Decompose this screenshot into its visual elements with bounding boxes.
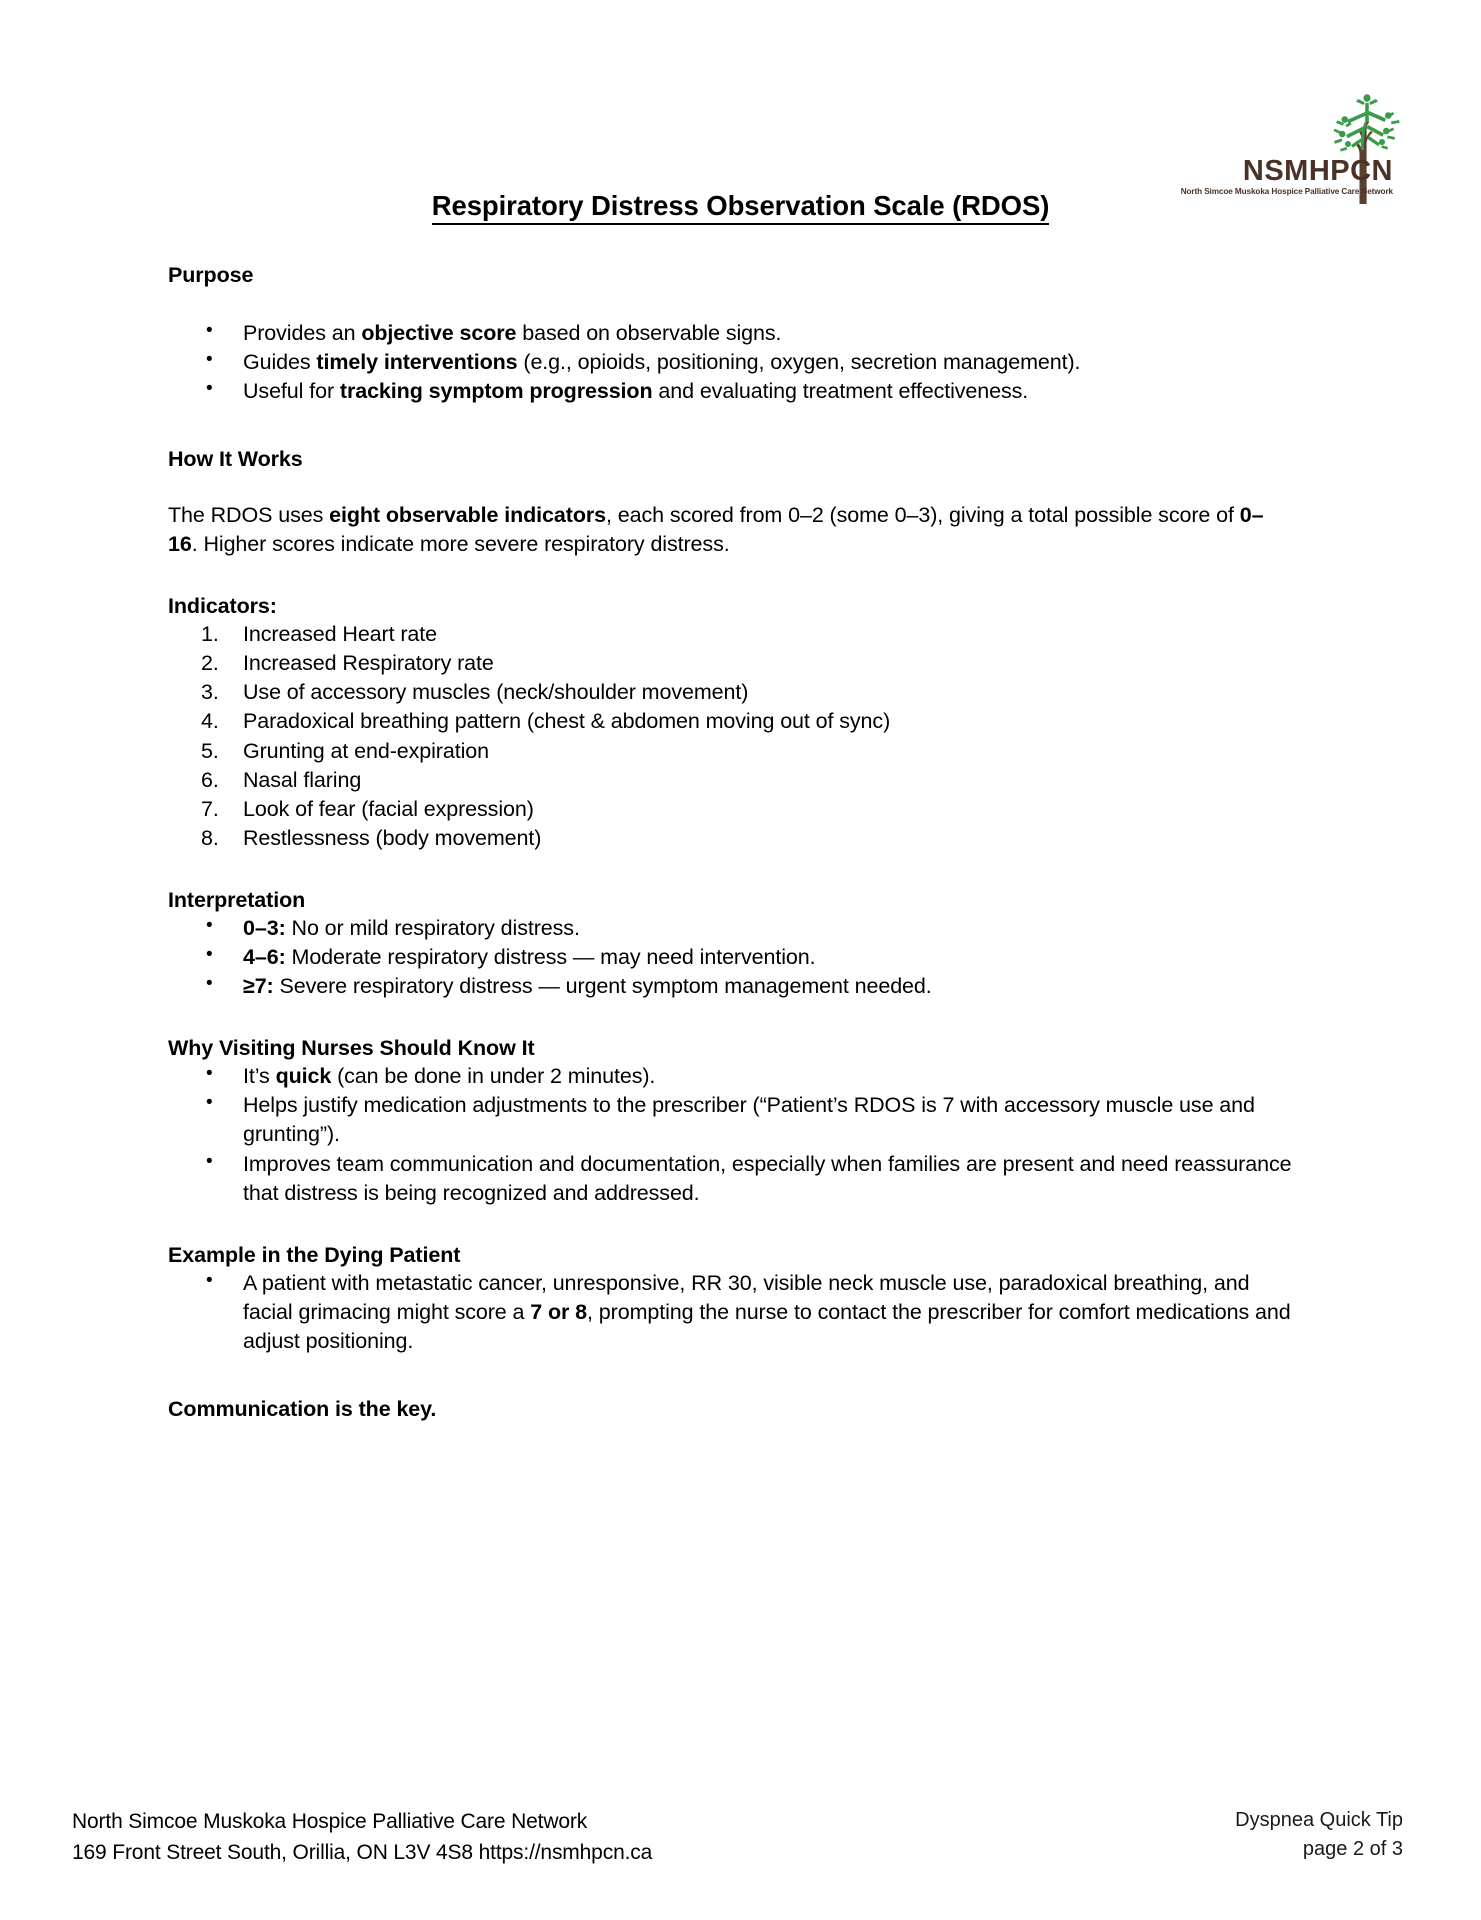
purpose-list [168,319,1293,406]
bullet-text: Provides an [243,320,362,345]
list-item-label: Nasal flaring [243,767,362,792]
page-title-text: Respiratory Distress Observation Scale (RDOS) [432,190,1050,225]
list-number: 5. [201,738,219,763]
list-item [168,1091,1293,1149]
list-item [168,678,1293,707]
list-item [168,972,1293,1001]
bullet-text: Useful for [243,379,340,404]
list-number: 2. [201,651,219,676]
footer-document-info [1235,1806,1403,1864]
list-number: 3. [201,680,219,705]
list-item [168,766,1293,795]
footer-doc-label: Dyspnea Quick Tip [1235,1809,1403,1831]
paragraph-text: The RDOS uses [168,503,330,528]
bullet-text: Helps justify medication adjustments to the prescriber (“Patient’s RDOS is 7 with accessory muscle use and grunting”). [243,1093,1255,1147]
how-it-works-paragraph [168,501,1293,559]
list-item [168,1062,1293,1091]
list-item [168,737,1293,766]
paragraph-emphasis-2: 0–16 [168,503,1264,557]
list-item [168,1150,1293,1208]
bullet-text: It’s [243,1064,276,1089]
example-list [168,1269,1293,1356]
heading-why-nurses: Why Visiting Nurses Should Know It [168,1036,535,1061]
score-range: 4–6: [243,945,286,970]
list-item [168,795,1293,824]
footer-organization [72,1807,652,1868]
bullet-text-tail: Severe respiratory distress — urgent symptom management needed. [273,974,932,999]
footer-address: 169 Front Street South, Orillia, ON L3V 4S8 https://nsmhpcn.ca [72,1840,653,1864]
paragraph-text-tail: . Higher scores indicate more severe respiratory distress. [191,532,730,557]
list-item [168,914,1293,943]
list-item-label: Restlessness (body movement) [243,825,542,850]
bullet-text-tail: , prompting the nurse to contact the prescriber for comfort medications and adjust positioning. [243,1299,1291,1353]
bullet-text-tail: No or mild respiratory distress. [285,915,580,940]
list-item-label: Grunting at end-expiration [243,738,489,763]
list-item-label: Increased Heart rate [243,622,437,647]
page-title [0,186,1481,222]
list-item-label: Look of fear (facial expression) [243,796,534,821]
list-number: 1. [201,622,219,647]
list-item [168,943,1293,972]
list-number: 8. [201,825,219,850]
heading-how-it-works: How It Works [168,447,303,472]
list-item [168,319,1293,348]
list-item [168,348,1293,377]
bullet-text-tail: and evaluating treatment effectiveness. [652,379,1029,404]
logo-acronym: NSMHPCN [1242,154,1393,187]
bullet-emphasis: quick [275,1064,332,1089]
logo-tagline: North Simcoe Muskoka Hospice Palliative Care Network [1180,186,1393,196]
footer-org-name: North Simcoe Muskoka Hospice Palliative Care Network [72,1810,588,1834]
bullet-text-tail: (e.g., opioids, positioning, oxygen, secretion management). [517,350,1081,374]
heading-example: Example in the Dying Patient [168,1242,461,1267]
list-number: 4. [201,709,219,734]
bullet-emphasis: objective score [361,320,517,345]
bullet-emphasis: tracking symptom progression [339,379,653,404]
bullet-text-tail: (can be done in under 2 minutes). [331,1064,656,1089]
indicators-list [168,620,1293,853]
document-body [168,262,1293,1423]
score-range: ≥7: [243,974,274,999]
list-item-label: Paradoxical breathing pattern (chest & abdomen moving out of sync) [243,709,891,734]
list-item [168,620,1293,649]
list-item [168,707,1293,736]
list-item-label: Increased Respiratory rate [243,651,494,676]
list-item [168,649,1293,678]
bullet-text-tail: Moderate respiratory distress — may need intervention. [285,945,816,970]
heading-indicators: Indicators: [168,594,277,619]
bullet-emphasis: 7 or 8 [530,1299,588,1324]
paragraph-emphasis: eight observable indicators [329,503,606,528]
footer-page-number: page 2 of 3 [1302,1838,1403,1860]
score-range: 0–3: [243,915,286,940]
closing-statement: Communication is the key. [168,1397,437,1422]
bullet-text-tail: based on observable signs. [516,320,782,345]
list-item [168,1269,1293,1356]
list-number: 7. [201,796,219,821]
bullet-text: Improves team communication and documentation, especially when families are present and need reassurance that distress is being recognized and addressed. [243,1151,1292,1205]
heading-purpose: Purpose [168,263,254,287]
heading-interpretation: Interpretation [168,888,306,913]
interpretation-list [168,914,1293,1001]
bullet-text: A patient with metastatic cancer, unresponsive, RR 30, visible neck muscle use, paradoxical breathing, and facial grimacing might score a [243,1270,1250,1324]
list-item-label: Use of accessory muscles (neck/shoulder movement) [243,680,749,705]
paragraph-text-mid: , each scored from 0–2 (some 0–3), giving a total possible score of [605,503,1240,528]
why-nurses-list [168,1062,1293,1208]
bullet-text: Guides [243,350,317,374]
bullet-emphasis: timely interventions [316,350,518,374]
list-item [168,377,1293,406]
list-number: 6. [201,767,219,792]
list-item [168,824,1293,853]
